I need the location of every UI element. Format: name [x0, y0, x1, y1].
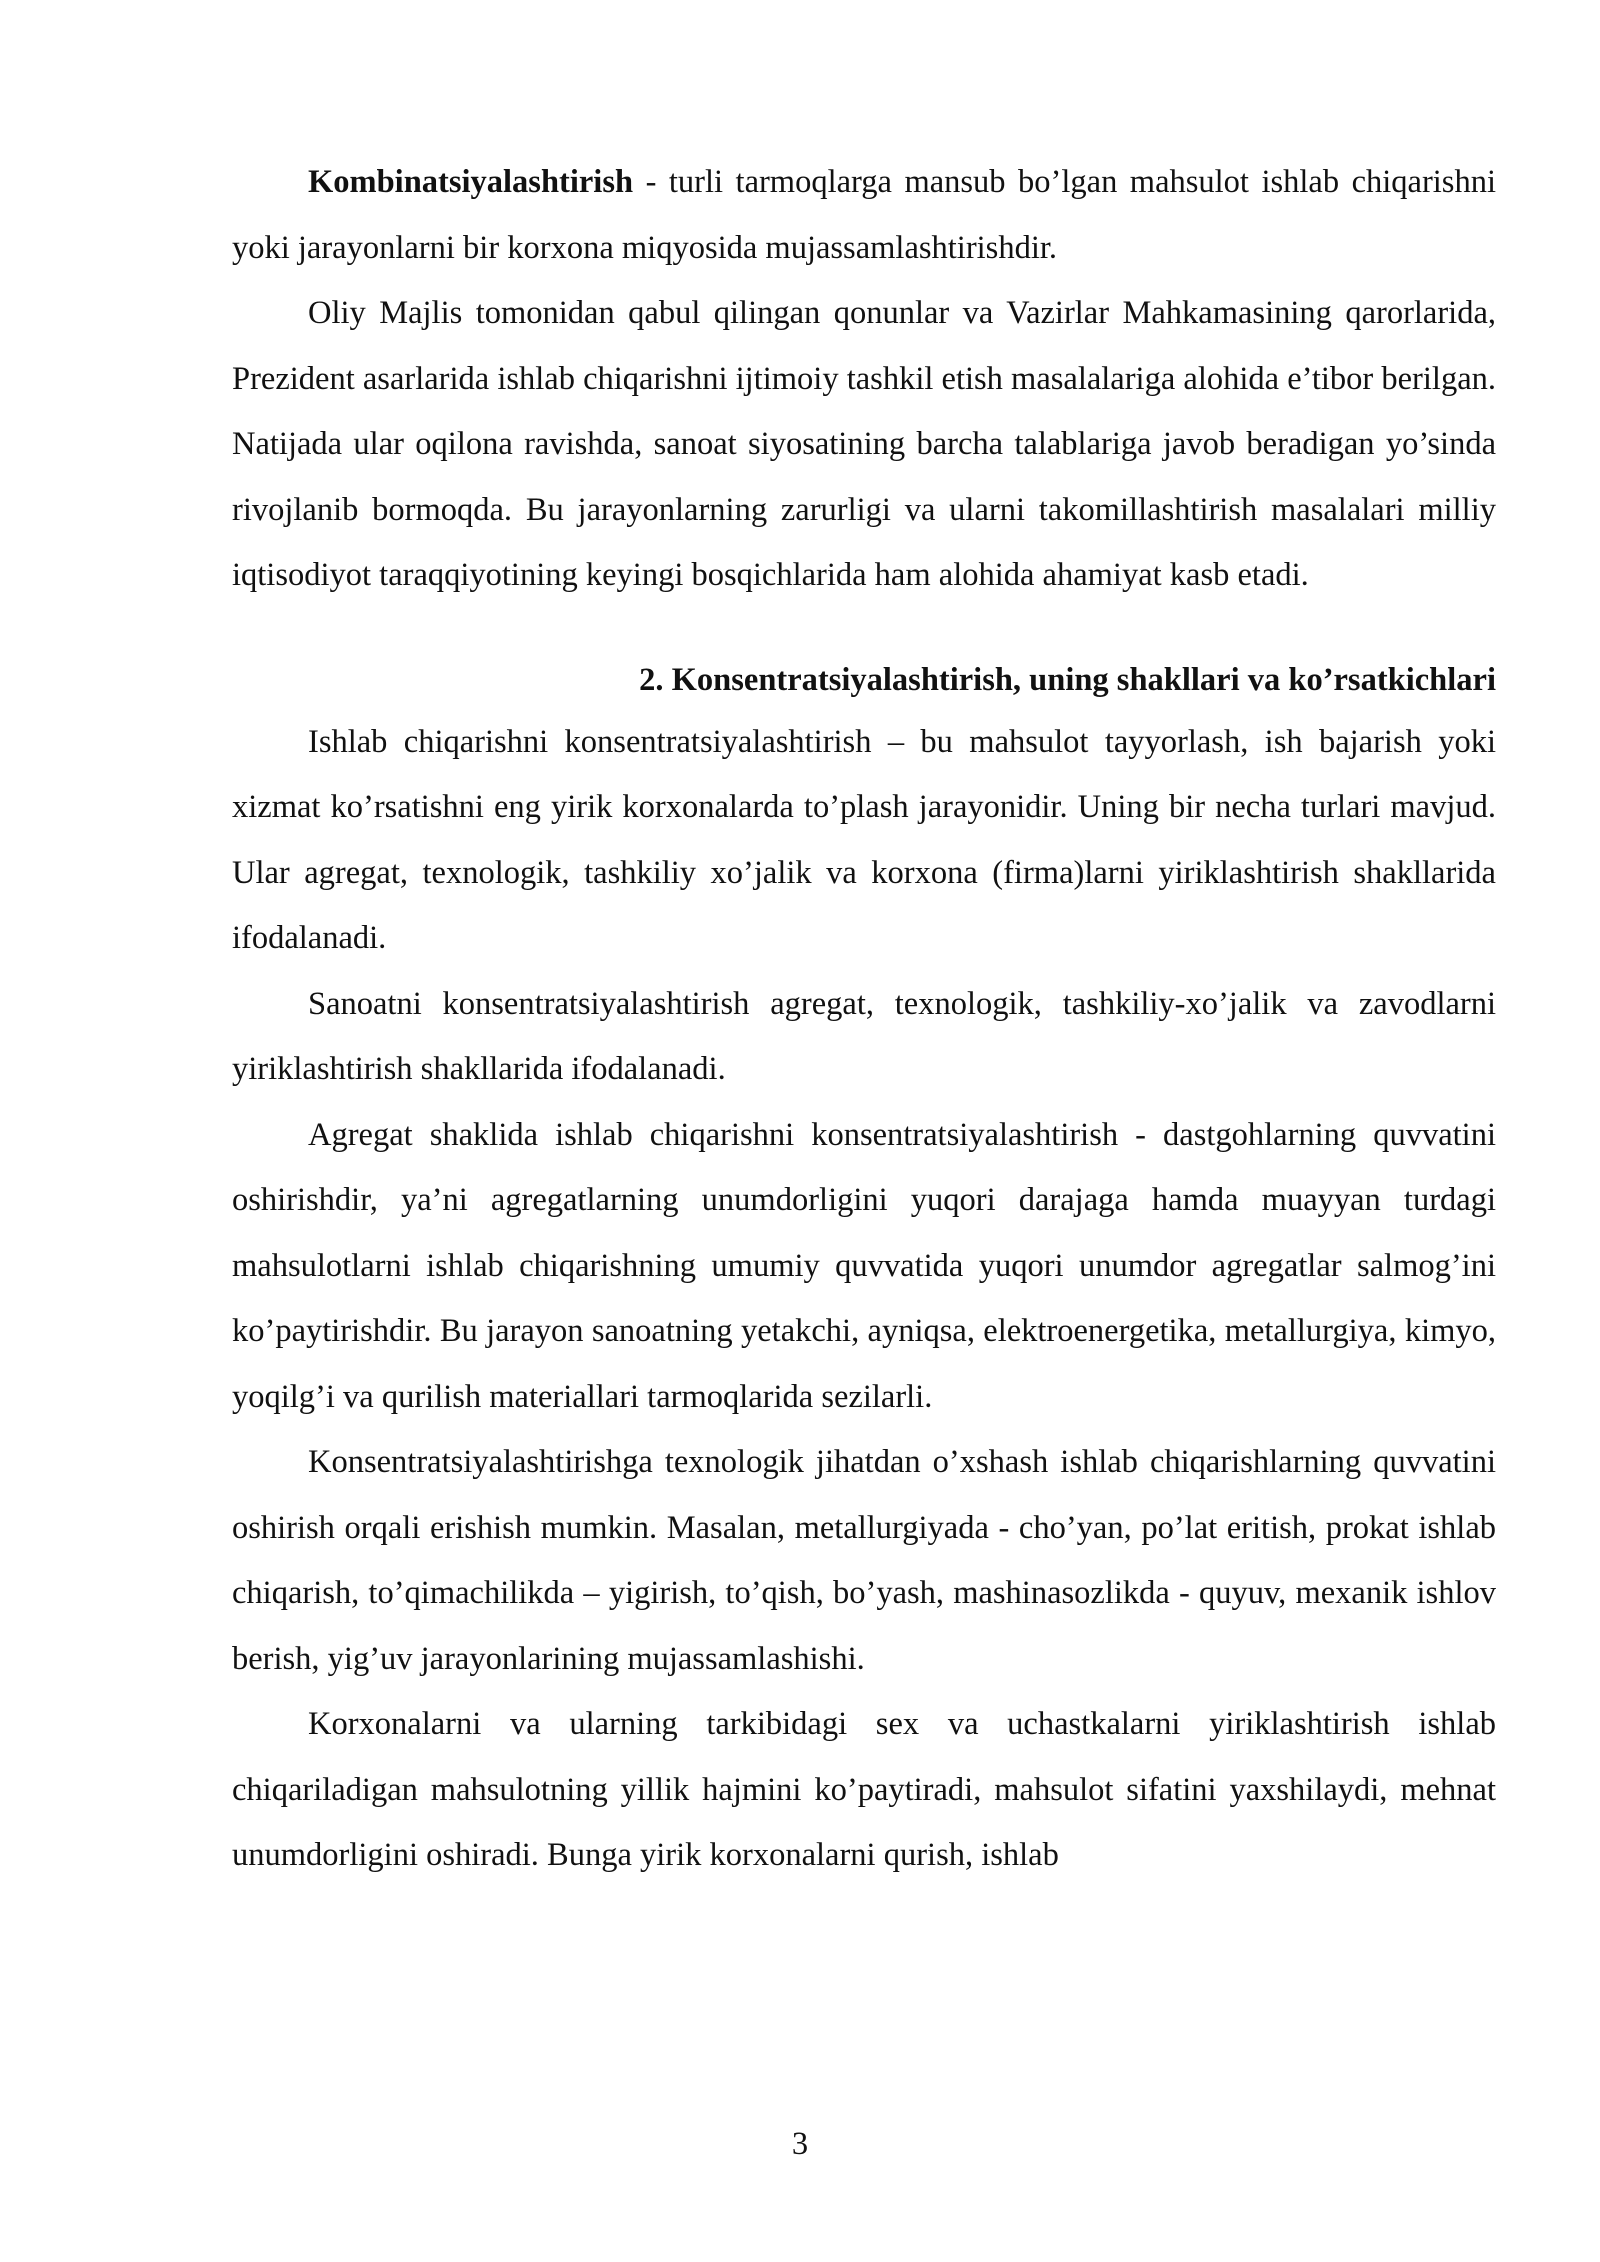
paragraph-aggregate-form: Agregat shaklida ishlab chiqarishni konsentratsiyalashtirish - dastgohlarning quvvatini oshirishdir, ya’ni agregatlarning unumdorligini yuqori darajaga hamda muayyan turdagi mahsulotlarni ishlab chiqarishning umumiy quvvatida yuqori unumdor agregatlar salmog’ini ko’paytirishdir. Bu jarayon sanoatning yetakchi, ayniqsa, elektroenergetika, metallurgiya, kimyo, yoqilg’i va qurilish materiallari tarmoqlarida sezilarli.: [232, 1116, 1496, 1415]
text-body: [232, 150, 1496, 1889]
paragraph-enterprise-enlargement: Korxonalarni va ularning tarkibidagi sex va uchastkalarni yiriklashtirish ishlab chiqariladigan mahsulotning yillik hajmini ko’paytiradi, mahsulot sifatini yaxshilaydi, mehnat unumdorligini oshiradi. Bunga yirik korxonalarni qurish, ishlab: [232, 1706, 1496, 1873]
paragraph-legislation: Oliy Majlis tomonidan qabul qilingan qonunlar va Vazirlar Mahkamasining qarorlarida, Prezident asarlarida ishlab chiqarishni ijtimoiy tashkil etish masalalariga alohida e’tibor berilgan. Natijada ular oqilona ravishda, sanoat siyosatining barcha talablariga javob beradigan yo’sinda rivojlanib bormoqda. Bu jarayonlarning zarurligi va ularni takomillashtirish masalalari milliy iqtisodiyot taraqqiyotining keyingi bosqichlarida ham alohida ahamiyat kasb etadi.: [232, 295, 1496, 593]
paragraph-concentration-definition: Ishlab chiqarishni konsentratsiyalashtirish – bu mahsulot tayyorlash, ish bajarish yoki xizmat ko’rsatishni eng yirik korxonalarda to’plash jarayonidir. Uning bir necha turlari mavjud. Ular agregat, texnologik, tashkiliy xo’jalik va korxona (firma)larni yiriklashtirish shakllarida ifodalanadi.: [232, 723, 1496, 956]
paragraph-industry-forms: Sanoatni konsentratsiyalashtirish agregat, texnologik, tashkiliy-xo’jalik va zavodlarni yiriklashtirish shakllarida ifodalanadi.: [232, 985, 1496, 1087]
defined-term: Kombinatsiyalashtirish: [308, 164, 634, 200]
page-number: 3: [791, 2126, 809, 2162]
section-heading: 2. Konsentratsiyalashtirish, uning shakllari va ko’rsatkichlari: [639, 661, 1496, 698]
definition-text: - turli tarmoqlarga mansub bo’lgan mahsulot ishlab chiqarishni yoki jarayonlarni bir korxona miqyosida mujassamlashtirishdir.: [232, 164, 1496, 266]
paragraph-combination-definition: [232, 150, 1496, 281]
paragraph-technological-form: Konsentratsiyalashtirishga texnologik jihatdan o’xshash ishlab chiqarishlarning quvvatini oshirish orqali erishish mumkin. Masalan, metallurgiyada - cho’yan, po’lat eritish, prokat ishlab chiqarish, to’qimachilikda – yigirish, to’qish, bo’yash, mashinasozlikda - quyuv, mexanik ishlov berish, yig’uv jarayonlarining mujassamlashishi.: [232, 1444, 1496, 1677]
